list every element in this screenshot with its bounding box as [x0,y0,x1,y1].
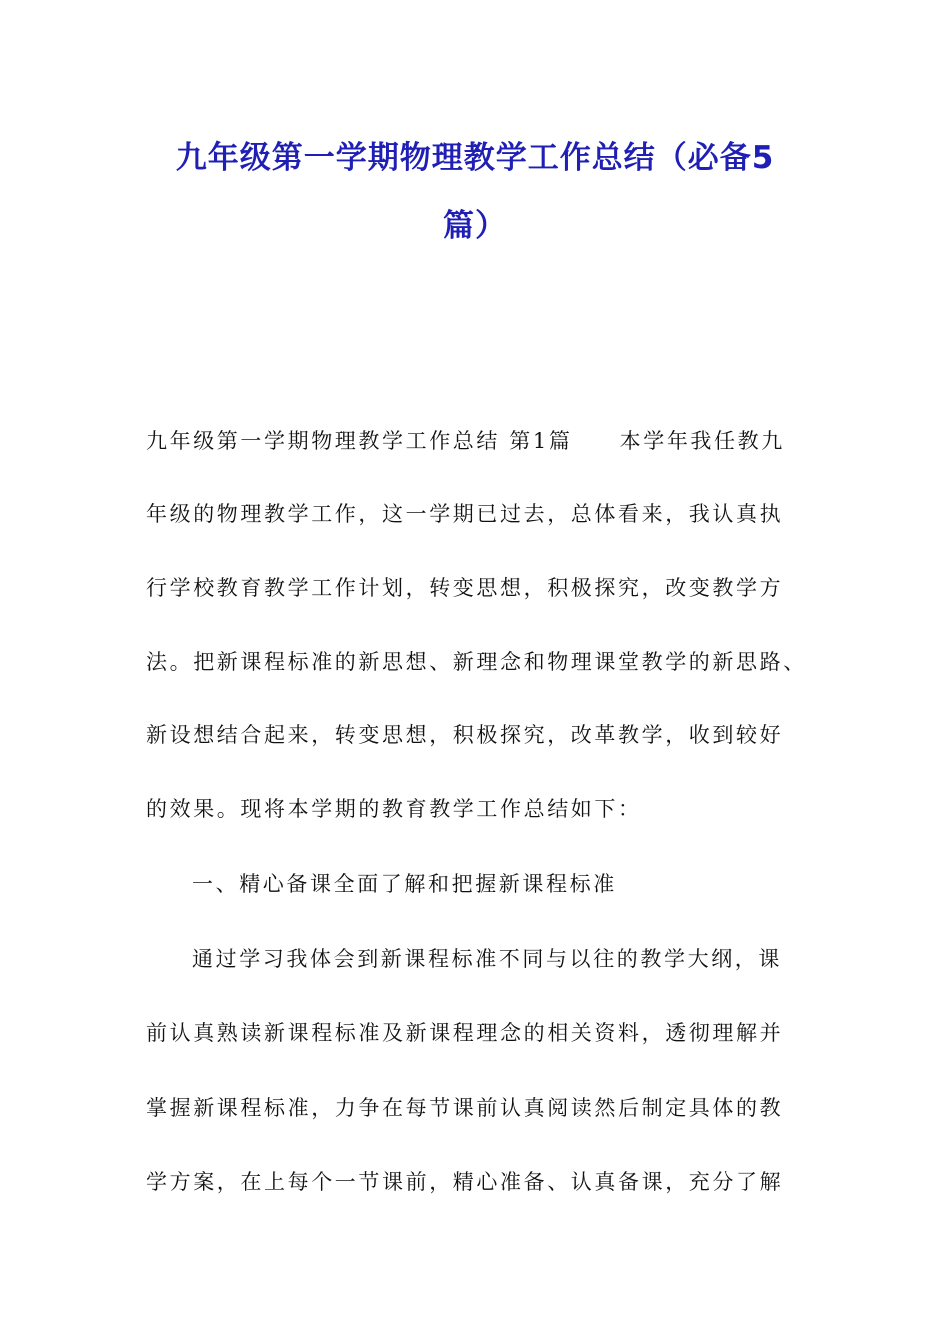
document-title-line-1: 九年级第一学期物理教学工作总结（必备5 [175,140,775,176]
section-heading-1: 一、精心备课全面了解和把握新课程标准 [192,872,617,896]
paragraph-1-line-2: 年级的物理教学工作，这一学期已过去，总体看来，我认真执 [146,502,784,526]
paragraph-1-line-6: 的效果。现将本学期的教育教学工作总结如下： [146,797,642,821]
paragraph-1-line-3: 行学校教育教学工作计划，转变思想，积极探究，改变教学方 [146,576,784,600]
paragraph-2-line-3: 掌握新课程标准，力争在每节课前认真阅读然后制定具体的教 [146,1096,784,1120]
paragraph-2-line-2: 前认真熟读新课程标准及新课程理念的相关资料，透彻理解并 [146,1021,784,1045]
paragraph-2-line-4: 学方案，在上每个一节课前，精心准备、认真备课，充分了解 [146,1170,784,1194]
paragraph-1-line-1: 九年级第一学期物理教学工作总结 第1篇 本学年我任教九 [146,429,785,453]
document-title-line-2: 篇） [443,208,507,244]
paragraph-1-line-4: 法。把新课程标准的新思想、新理念和物理课堂教学的新思路、 [146,650,807,674]
paragraph-1-line-5: 新设想结合起来，转变思想，积极探究，改革教学，收到较好 [146,723,784,747]
paragraph-2-line-1: 通过学习我体会到新课程标准不同与以往的教学大纲，课 [192,947,782,971]
